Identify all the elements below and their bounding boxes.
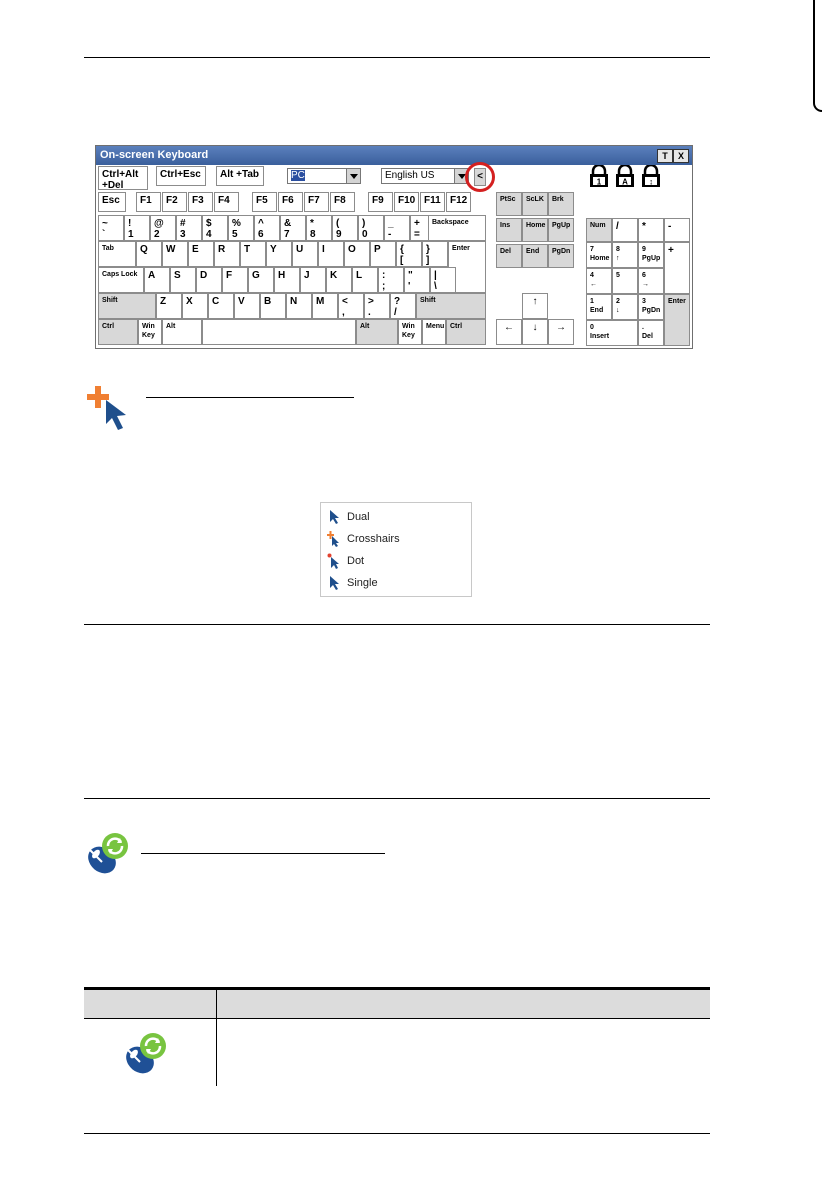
chevron-down-icon [346,169,360,183]
lock-indicator-icon [588,165,610,188]
numpad-key-8[interactable]: 4 ← [586,268,612,294]
alt-tab-key[interactable]: Alt +Tab [216,166,264,186]
numpad-key-2[interactable]: * [638,218,664,242]
key-bottom-6[interactable]: Ctrl [446,319,486,345]
ctrl-alt-del-key[interactable]: Ctrl+Alt +Del [98,166,148,190]
crosshairs-cursor-icon [84,384,134,432]
key-a-row-11[interactable]: | \ [430,267,456,293]
dot-cursor-icon [327,553,341,569]
key-q-row-3[interactable]: R [214,241,240,267]
key-nav-7[interactable]: End [522,244,548,268]
right-shift-key[interactable]: Shift [416,293,486,319]
key-esc[interactable]: Esc [98,192,126,212]
key-f3[interactable]: F3 [188,192,213,212]
lock-label: 1 [596,177,602,187]
key-bottom-3[interactable]: Alt [356,319,398,345]
numpad-key-14[interactable]: Enter [664,294,690,346]
key-z-row-5[interactable]: N [286,293,312,319]
page-edge-tab [813,0,822,112]
arrow-up-key[interactable]: ↑ [522,293,548,319]
menu-item-label: Crosshairs [347,533,400,545]
numpad-key-16[interactable]: . Del [638,320,664,346]
arrow-left-key[interactable]: ← [496,319,522,345]
key-q-row-9[interactable]: P [370,241,396,267]
lock-indicator-icon [640,165,662,188]
key-a-row-2[interactable]: D [196,267,222,293]
note-bottom-rule [84,798,710,799]
key-num-5[interactable]: % 5 [228,215,254,241]
key-z-row-9[interactable]: ? / [390,293,416,319]
ctrl-esc-key[interactable]: Ctrl+Esc [156,166,206,186]
menu-item-dot[interactable] [321,550,471,572]
numpad-key-0[interactable]: Num [586,218,612,242]
key-num-6[interactable]: ^ 6 [254,215,280,241]
key-a-row-4[interactable]: G [248,267,274,293]
left-shift-key[interactable]: Shift [98,293,156,319]
key-z-row-2[interactable]: C [208,293,234,319]
key-a-row-8[interactable]: L [352,267,378,293]
numpad-key-10[interactable]: 6 → [638,268,664,294]
key-f2[interactable]: F2 [162,192,187,212]
key-f1[interactable]: F1 [136,192,161,212]
key-num-9[interactable]: ( 9 [332,215,358,241]
backspace-key[interactable]: Backspace [428,215,486,241]
expand-button[interactable]: < [474,168,486,186]
menu-item-label: Dual [347,511,370,523]
key-nav-5[interactable]: PgUp [548,218,574,242]
numpad-key-15[interactable]: 0 Insert [586,320,638,346]
key-bottom-4[interactable]: Win Key [398,319,422,345]
menu-item-single[interactable] [321,572,471,594]
key-z-row-8[interactable]: > . [364,293,390,319]
numpad-key-7[interactable]: + [664,242,690,294]
key-f12[interactable]: F12 [446,192,471,212]
arrow-down-key[interactable]: ↓ [522,319,548,345]
numpad-key-5[interactable]: 8 ↑ [612,242,638,268]
platform-select[interactable] [287,168,361,184]
key-z-row-0[interactable]: Z [156,293,182,319]
key-nav-0[interactable]: PtSc [496,192,522,216]
platform-select-value: PC [291,170,305,181]
keyboard-body [96,165,692,348]
key-nav-8[interactable]: PgDn [548,244,574,268]
key-a-row-10[interactable]: " ' [404,267,430,293]
arrow-right-key[interactable]: → [548,319,574,345]
lock-label: ↕ [649,177,653,187]
key-bottom-2[interactable]: Alt [162,319,202,345]
key-a-row-0[interactable]: A [144,267,170,293]
cursor-type-menu [320,502,472,597]
header-rule [84,57,710,58]
key-f8[interactable]: F8 [330,192,355,212]
key-nav-2[interactable]: Brk [548,192,574,216]
crosshairs-icon [327,531,341,547]
key-q-row-1[interactable]: W [162,241,188,267]
key-z-row-1[interactable]: X [182,293,208,319]
key-q-row-2[interactable]: E [188,241,214,267]
key-bottom-1[interactable]: Win Key [138,319,162,345]
key-q-row-5[interactable]: Y [266,241,292,267]
key-num-4[interactable]: $ 4 [202,215,228,241]
mouse-sync-icon [120,1030,170,1078]
language-select[interactable] [381,168,469,184]
lock-indicator-icon [614,165,636,188]
key-f6[interactable]: F6 [278,192,303,212]
language-select-value: English US [385,170,435,181]
numpad-key-3[interactable]: - [664,218,690,242]
mouse-sync-icon [82,830,132,878]
numpad-key-6[interactable]: 9 PgUp [638,242,664,268]
numpad-key-1[interactable]: / [612,218,638,242]
key-f7[interactable]: F7 [304,192,329,212]
key-a-row-6[interactable]: J [300,267,326,293]
key-z-row-3[interactable]: V [234,293,260,319]
key-nav-1[interactable]: ScLK [522,192,548,216]
key-q-row-8[interactable]: O [344,241,370,267]
enter-key[interactable]: Enter [448,241,486,293]
key-bottom-5[interactable]: Menu [422,319,446,345]
keyboard-title: On-screen Keyboard [96,146,692,165]
key-z-row-4[interactable]: B [260,293,286,319]
key-f9[interactable]: F9 [368,192,393,212]
footer-rule [84,1133,710,1134]
dual-cursor-icon [327,509,341,525]
key-q-row-7[interactable]: I [318,241,344,267]
key-q-row-4[interactable]: T [240,241,266,267]
key-f10[interactable]: F10 [394,192,419,212]
key-q-row-0[interactable]: Q [136,241,162,267]
space-bar[interactable] [202,319,356,345]
key-a-row-9[interactable]: : ; [378,267,404,293]
key-num-2[interactable]: @ 2 [150,215,176,241]
note-top-rule [84,624,710,625]
key-num-7[interactable]: & 7 [280,215,306,241]
key-a-row-1[interactable]: S [170,267,196,293]
key-z-row-6[interactable]: M [312,293,338,319]
caps-lock-key[interactable]: Caps Lock [98,267,144,293]
numpad-key-11[interactable]: 1 End [586,294,612,320]
table-header [84,987,710,1019]
numpad-key-12[interactable]: 2 ↓ [612,294,638,320]
cursor-heading-underline [146,397,354,398]
key-num-1[interactable]: ! 1 [124,215,150,241]
on-screen-keyboard [95,145,693,349]
key-a-row-5[interactable]: H [274,267,300,293]
close-button[interactable]: X [673,149,689,163]
mouse-sync-heading-underline [141,853,385,854]
menu-item-label: Single [347,577,378,589]
key-num-12[interactable]: + = [410,215,436,241]
key-z-row-7[interactable]: < , [338,293,364,319]
key-nav-6[interactable]: Del [496,244,522,268]
tab-key[interactable]: Tab [98,241,136,267]
numpad-key-4[interactable]: 7 Home [586,242,612,268]
key-num-8[interactable]: * 8 [306,215,332,241]
menu-item-dual[interactable] [321,506,471,528]
key-num-0[interactable]: ~ ` [98,215,124,241]
numpad-key-13[interactable]: 3 PgDn [638,294,664,320]
key-q-row-6[interactable]: U [292,241,318,267]
title-t-button[interactable]: T [657,149,673,163]
single-cursor-icon [327,575,341,591]
key-f5[interactable]: F5 [252,192,277,212]
key-bottom-0[interactable]: Ctrl [98,319,138,345]
key-q-row-11[interactable]: } ] [422,241,448,267]
key-f11[interactable]: F11 [420,192,445,212]
key-num-11[interactable]: _ - [384,215,410,241]
menu-item-crosshairs[interactable] [321,528,471,550]
key-a-row-3[interactable]: F [222,267,248,293]
key-num-3[interactable]: # 3 [176,215,202,241]
key-nav-4[interactable]: Home [522,218,548,242]
numpad-key-9[interactable]: 5 [612,268,638,294]
key-q-row-10[interactable]: { [ [396,241,422,267]
key-nav-3[interactable]: Ins [496,218,522,242]
menu-item-label: Dot [347,555,365,567]
key-a-row-7[interactable]: K [326,267,352,293]
lock-label: A [622,177,628,187]
highlight-circle [465,162,495,192]
key-num-10[interactable]: ) 0 [358,215,384,241]
table-column-divider [216,987,217,1086]
key-f4[interactable]: F4 [214,192,239,212]
